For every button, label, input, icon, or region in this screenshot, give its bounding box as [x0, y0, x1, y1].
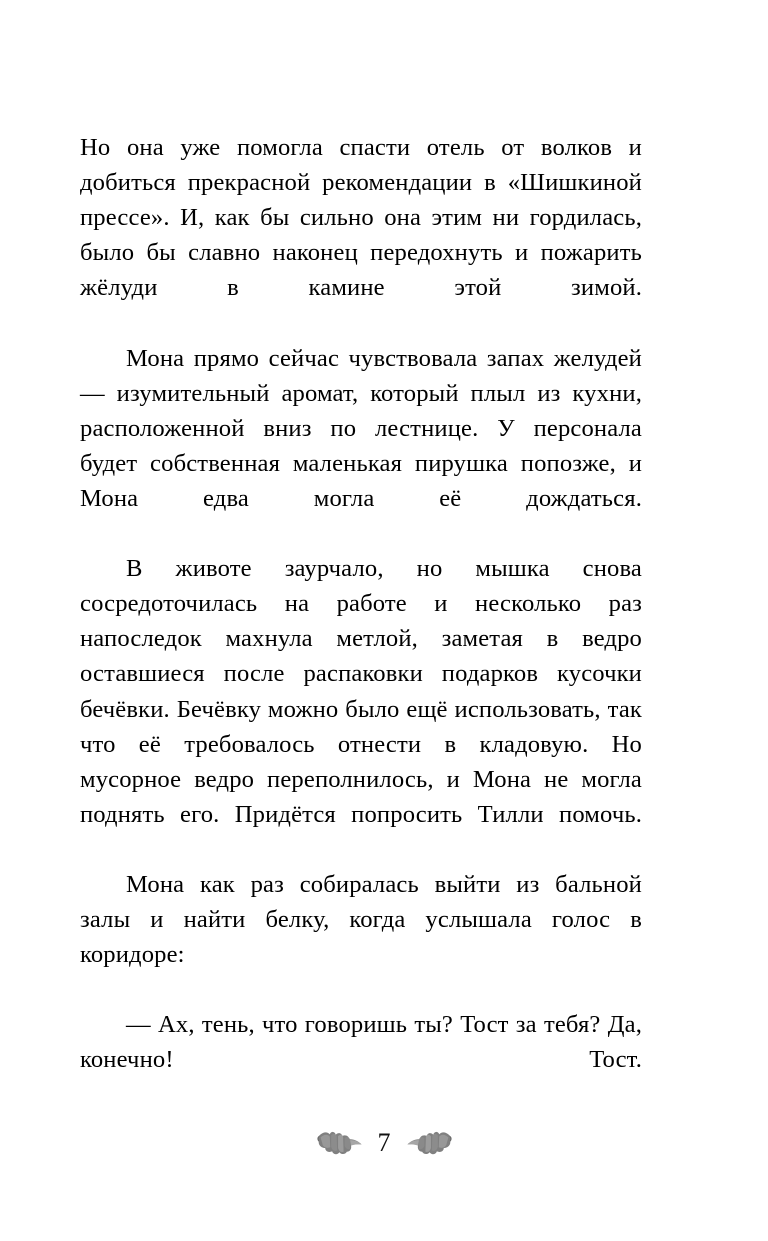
bat-wing-ornament-icon: [316, 1128, 362, 1158]
page-text-block: [80, 130, 642, 1113]
bat-wing-ornament-icon: [407, 1128, 453, 1158]
page-footer: [0, 1118, 768, 1168]
paragraph: В животе заурчало, но мышка снова сосредоточилась на работе и несколько раз напоследок махнула метлой, заметая в ведро оставшиеся после распаковки подарков кусочки бечёвки. Бечёвку можно было ещё использовать, так что её требовалось отнести в кладовую. Но мусорное ведро переполнилось, и Мона не могла поднять его. Придётся попросить Тилли помочь.: [80, 555, 642, 828]
paragraph: Мона прямо сейчас чувствовала запах желудей — изумительный аромат, который плыл из кухни, расположенной вниз по лестнице. У персонала будет собственная маленькая пирушка попозже, и Мона едва могла её дождаться.: [80, 344, 642, 512]
page-number: 7: [377, 1128, 391, 1157]
paragraph: Но она уже помогла спасти отель от волков и добиться прекрасной рекомендации в «Шишкиной прессе». И, как бы сильно она этим ни гордилась, было бы славно наконец передохнуть и пожарить жёлуди в камине этой зимой.: [80, 134, 642, 302]
paragraph: Мона как раз собиралась выйти из бальной залы и найти белку, когда услышала голос в коридоре:: [80, 870, 642, 969]
paragraph: — Ах, тень, что говоришь ты? Тост за тебя? Да, конечно! Тост.: [80, 1011, 642, 1074]
